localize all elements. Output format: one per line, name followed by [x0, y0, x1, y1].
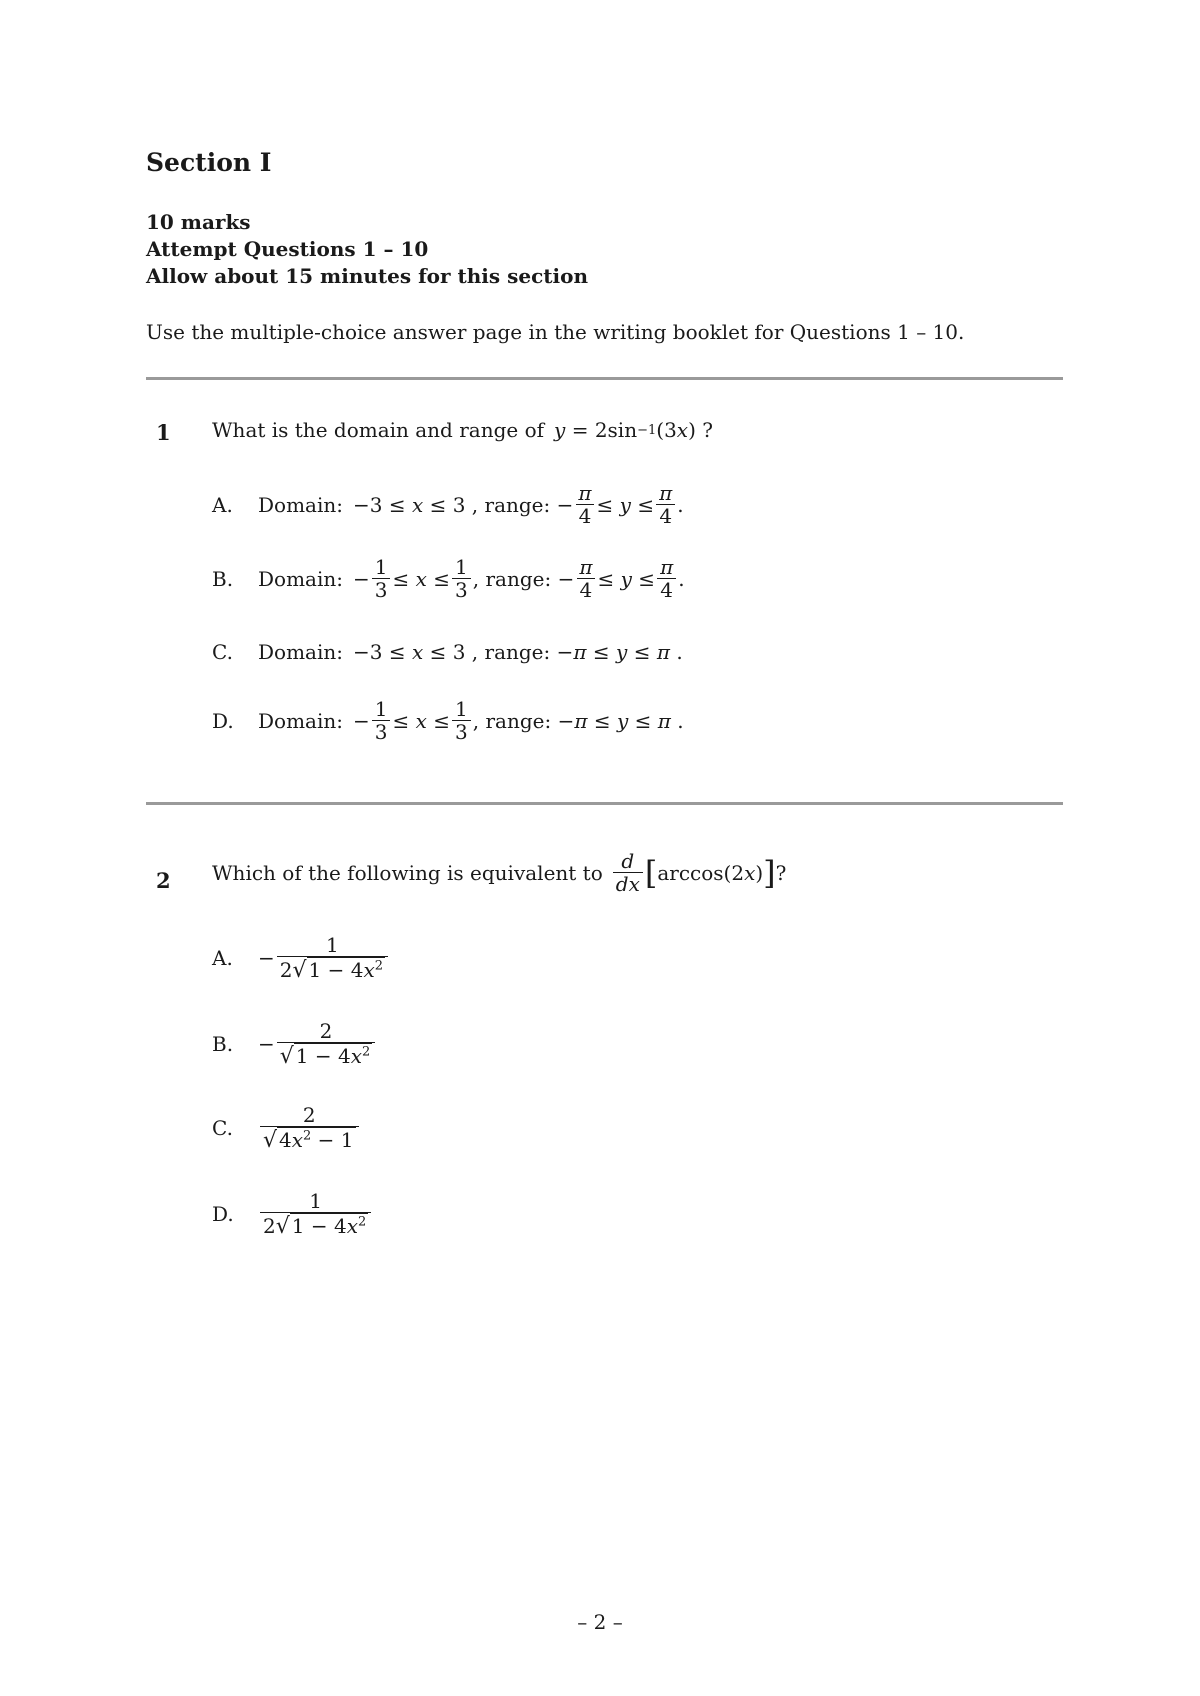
question-2-prompt: Which of the following is equivalent to: [212, 861, 603, 885]
option-d-math: − $\frac{1}{3}$ ≤ x ≤ $\frac{1}{3}$ , range: − π ≤ y ≤ π .: [352, 697, 684, 744]
section-allow: Allow about 15 minutes for this section: [146, 264, 589, 288]
option-domain-label: Domain:: [258, 640, 343, 664]
question-1-text: [212, 418, 713, 442]
question-1-prompt: What is the domain and range of: [212, 418, 545, 442]
section-instruction: Use the multiple-choice answer page in the writing booklet for Questions 1 – 10.: [146, 320, 965, 344]
option-letter: C.: [212, 1116, 233, 1140]
question-2-expression: $\frac{d}{dx}$ [ arccos(2 x ) ] ?: [611, 850, 787, 896]
option-b-math: − 2 √ $1 - 4x^2$: [258, 1020, 377, 1068]
question-2-text: [212, 850, 786, 896]
option-b[interactable]: [212, 1020, 377, 1068]
section-title: Section I: [146, 148, 272, 177]
option-d[interactable]: [212, 698, 684, 744]
range-label: range:: [484, 640, 551, 664]
page-number: – 2 –: [577, 1610, 623, 1634]
option-a-math: − 1 2 √ $1 - 4x^2$: [258, 934, 390, 982]
option-letter: C.: [212, 640, 233, 664]
divider: [146, 802, 1063, 805]
option-letter: B.: [212, 1032, 234, 1056]
question-1-expression: y = 2sin −1 (3 x ) ?: [554, 418, 713, 442]
option-c[interactable]: [212, 640, 683, 664]
option-c-math: 2 √ $4x^2 - 1$: [258, 1104, 361, 1152]
option-letter: A.: [212, 493, 233, 517]
option-letter: B.: [212, 567, 234, 591]
range-label: range:: [484, 493, 551, 517]
option-domain-label: Domain:: [258, 567, 343, 591]
question-number: 1: [156, 420, 171, 445]
section-marks: 10 marks: [146, 210, 251, 234]
range-label: range:: [485, 709, 552, 733]
range-label: range:: [485, 567, 552, 591]
option-c-math: −3 ≤ x ≤ 3 , range: − π ≤ y ≤ π .: [352, 640, 683, 664]
option-d[interactable]: [212, 1190, 373, 1238]
option-c[interactable]: [212, 1104, 361, 1152]
option-domain-label: Domain:: [258, 709, 343, 733]
option-a[interactable]: [212, 934, 390, 982]
option-letter: D.: [212, 1202, 234, 1226]
option-a[interactable]: [212, 482, 684, 528]
option-b[interactable]: [212, 556, 685, 602]
question-number: 2: [156, 868, 171, 893]
option-letter: D.: [212, 709, 234, 733]
option-letter: A.: [212, 946, 233, 970]
option-domain-label: Domain:: [258, 493, 343, 517]
option-d-math: 1 2 √ $1 - 4x^2$: [258, 1190, 373, 1238]
divider: [146, 377, 1063, 380]
option-a-math: −3 ≤ x ≤ 3 , range: − $\frac{\pi}{4}$ ≤ y ≤ $\frac{\pi}{4}$ .: [352, 481, 684, 528]
option-b-math: − $\frac{1}{3}$ ≤ x ≤ $\frac{1}{3}$ , range: − $\frac{\pi}{4}$ ≤ y ≤ $\frac{\pi}{4}$ .: [352, 555, 685, 602]
section-attempt: Attempt Questions 1 – 10: [146, 237, 429, 261]
